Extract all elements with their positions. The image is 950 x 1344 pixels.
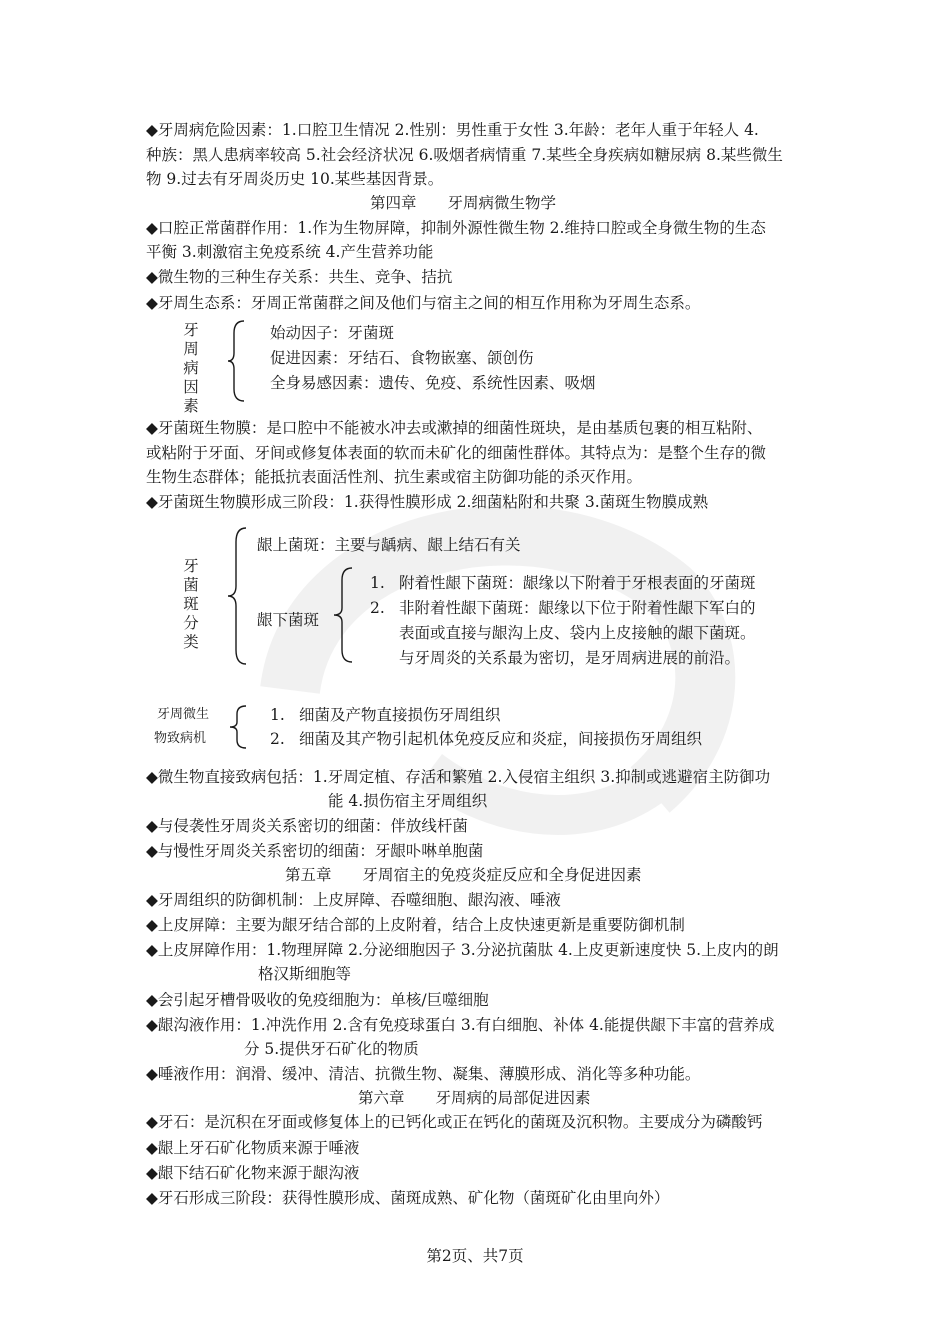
text-line: ◆与侵袭性牙周炎关系密切的细菌：伴放线杆菌 [146,817,468,835]
text-line: ◆龈上牙石矿化物质来源于唾液 [146,1139,360,1157]
diagram3-item: 细菌及产物直接损伤牙周组织 [299,706,501,724]
diagram3-number: 2. [270,730,285,748]
diagram2-label: 牙菌斑分类 [183,557,199,651]
text-line: ◆牙石：是沉积在牙面或修复体上的已钙化或正在钙化的菌斑及沉积物。主要成分为磷酸钙 [146,1113,763,1131]
diagram3-label: 牙周微生 [157,707,210,722]
text-line: ◆微生物的三种生存关系：共生、竞争、拮抗 [146,268,453,286]
diagram2-sublabel: 龈下菌斑 [257,611,320,629]
text-line: 格汉斯细胞等 [258,965,352,983]
diagram2-number: 1. [370,574,385,592]
diagram1-item: 始动因子：牙菌斑 [270,324,395,342]
text-line: ◆与慢性牙周炎关系密切的细菌：牙龈卟啉单胞菌 [146,842,484,860]
text-line: ◆牙周病危险因素：1.口腔卫生情况 2.性别：男性重于女性 3.年龄：老年人重于年轻人 4. [146,121,759,139]
text-line: ◆龈沟液作用：1.冲洗作用 2.含有免疫球蛋白 3.有白细胞、补体 4.能提供龈下丰富的营养成 [146,1016,775,1034]
page-footer: 第2页、共7页 [426,1247,524,1265]
text-line: ◆牙菌斑生物膜形成三阶段：1.获得性膜形成 2.细菌粘附和共聚 3.菌斑生物膜成熟 [146,493,709,511]
left-brace [226,319,248,403]
text-line: 能 4.损伤宿主牙周组织 [328,792,488,810]
diagram2-item: 非附着性龈下菌斑：龈缘以下位于附着性龈下军白的 [399,599,756,617]
text-line: 分 5.提供牙石矿化的物质 [244,1040,419,1058]
left-brace [226,526,250,666]
text-line: ◆牙周组织的防御机制：上皮屏障、吞噬细胞、龈沟液、唾液 [146,891,561,909]
chapter-heading: 第四章 牙周病微生物学 [370,194,557,212]
chapter-heading: 第五章 牙周宿主的免疫炎症反应和全身促进因素 [285,866,642,884]
diagram3-item: 细菌及其产物引起机体免疫反应和炎症，间接损伤牙周组织 [299,730,703,748]
text-line: ◆上皮屏障作用：1.物理屏障 2.分泌细胞因子 3.分泌抗菌肽 4.上皮更新速度快 5.上皮内的朗 [146,941,779,959]
left-brace [228,704,250,750]
diagram1-item: 全身易感因素：遗传、免疫、系统性因素、吸烟 [270,374,596,392]
diagram1-item: 促进因素：牙结石、食物嵌塞、颌创伤 [270,349,534,367]
diagram1-label: 牙周病因素 [183,321,199,415]
text-line: ◆牙周生态系：牙周正常菌群之间及他们与宿主之间的相互作用称为牙周生态系。 [146,294,701,312]
text-line: 物 9.过去有牙周炎历史 10.某些基因背景。 [146,170,444,188]
diagram2-item: 龈上菌斑：主要与龋病、龈上结石有关 [257,536,521,554]
diagram2-number: 2. [370,599,385,617]
text-line: ◆唾液作用：润滑、缓冲、清洁、抗微生物、凝集、薄膜形成、消化等多种功能。 [146,1065,701,1083]
text-line: ◆上皮屏障：主要为龈牙结合部的上皮附着，结合上皮快速更新是重要防御机制 [146,916,685,934]
text-line: 或粘附于牙面、牙间或修复体表面的软而未矿化的细菌性群体。其特点为：是整个生存的微 [146,444,767,462]
diagram2-item: 附着性龈下菌斑：龈缘以下附着于牙根表面的牙菌斑 [399,574,756,592]
text-line: ◆口腔正常菌群作用：1.作为生物屏障，抑制外源性微生物 2.维持口腔或全身微生物的生态 [146,219,766,237]
diagram3-label: 物致病机 [154,731,207,746]
text-line: 生物生态群体；能抵抗表面活性剂、抗生素或宿主防御功能的杀灭作用。 [146,468,643,486]
text-line: ◆龈下结石矿化物来源于龈沟液 [146,1164,360,1182]
chapter-heading: 第六章 牙周病的局部促进因素 [358,1089,591,1107]
text-line: ◆牙菌斑生物膜：是口腔中不能被水冲去或漱掉的细菌性斑块，是由基质包裹的相互粘附、 [146,419,763,437]
text-line: ◆微生物直接致病包括：1.牙周定植、存活和繁殖 2.入侵宿主组织 3.抑制或逃避宿主防御功 [146,768,771,786]
text-line: ◆牙石形成三阶段：获得性膜形成、菌斑成熟、矿化物（菌斑矿化由里向外） [146,1189,670,1207]
diagram3-number: 1. [270,706,285,724]
text-line: 种族：黑人患病率较高 5.社会经济状况 6.吸烟者病情重 7.某些全身疾病如糖尿病 8.某些微生 [146,146,783,164]
left-brace [332,566,356,664]
text-line: ◆会引起牙槽骨吸收的免疫细胞为：单核/巨噬细胞 [146,991,489,1009]
diagram2-item: 与牙周炎的关系最为密切，是牙周病进展的前沿。 [399,649,741,667]
text-line: 平衡 3.刺激宿主免疫系统 4.产生营养功能 [146,243,434,261]
diagram2-item: 表面或直接与龈沟上皮、袋内上皮接触的龈下菌斑。 [399,624,756,642]
